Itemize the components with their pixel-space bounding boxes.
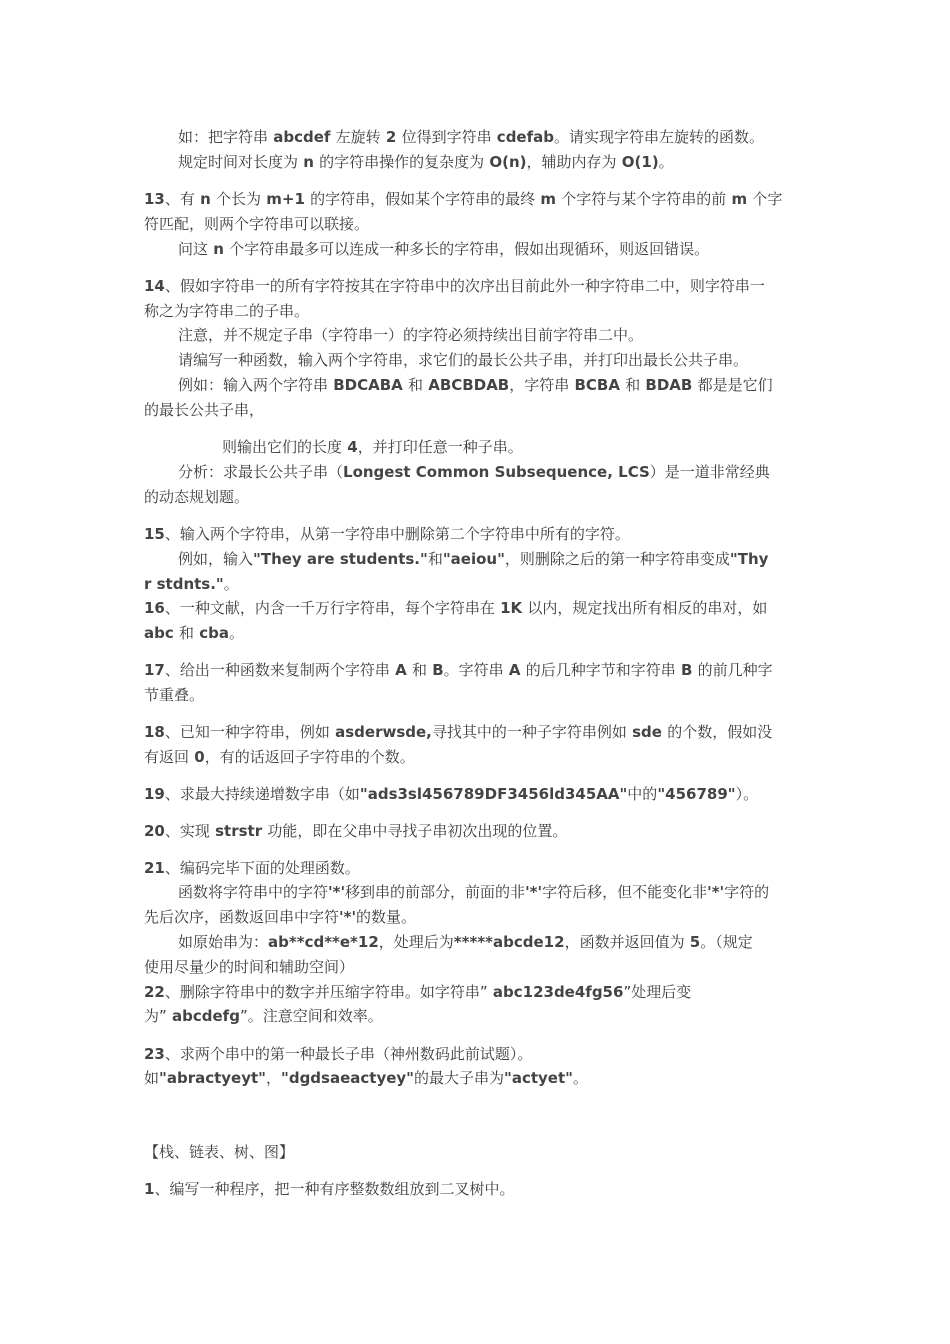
text-line: 先后次序，函数返回串中字符'*'的数量。 — [144, 908, 417, 926]
text-line: 例如：输入两个字符串 BDCABA 和 ABCBDAB，字符串 BCBA 和 BDAB 都是是它们 — [178, 376, 773, 394]
text-line: 14、假如字符串一的所有字符按其在字符串中的次序出目前此外一种字符串二中，则字符串一 — [144, 277, 765, 295]
text-line: 使用尽量少的时间和辅助空间） — [144, 958, 355, 976]
text-line: 21、编码完毕下面的处理函数。 — [144, 859, 360, 877]
text-line: 23、求两个串中的第一种最长子串（神州数码此前试题）。 — [144, 1045, 533, 1063]
text-line: 为” abcdefg”。注意空间和效率。 — [144, 1007, 383, 1025]
text-line: r stdnts."。 — [144, 575, 239, 593]
text-line: 22、删除字符串中的数字并压缩字符串。如字符串” abc123de4fg56”处理后变 — [144, 983, 692, 1001]
text-line: 1、编写一种程序，把一种有序整数数组放到二叉树中。 — [144, 1180, 515, 1198]
text-line: 的最长公共子串， — [144, 401, 265, 419]
text-line: 有返回 0，有的话返回子字符串的个数。 — [144, 748, 415, 766]
text-line: 函数将字符串中的字符'*'移到串的前部分，前面的非'*'字符后移，但不能变化非'*'字符的 — [178, 883, 770, 901]
text-line: abc 和 cba。 — [144, 624, 244, 642]
text-line: 符匹配，则两个字符串可以联接。 — [144, 215, 370, 233]
text-line: 节重叠。 — [144, 686, 205, 704]
text-line: 15、输入两个字符串，从第一字符串中删除第二个字符串中所有的字符。 — [144, 525, 630, 543]
text-line: 请编写一种函数，输入两个字符串，求它们的最长公共子串，并打印出最长公共子串。 — [178, 351, 749, 369]
text-line: 称之为字符串二的子串。 — [144, 302, 310, 320]
text-line: 如原始串为：ab**cd**e*12，处理后为*****abcde12，函数并返回值为 5。（规定 — [178, 933, 753, 951]
text-line: 17、给出一种函数来复制两个字符串 A 和 B。字符串 A 的后几种字节和字符串 B 的前几种字 — [144, 661, 773, 679]
text-line: 分析：求最长公共子串（Longest Common Subsequence, LCS）是一道非常经典 — [178, 463, 770, 481]
text-line: 19、求最大持续递增数字串（如"ads3sl456789DF3456ld345AA"中的"456789"）。 — [144, 785, 759, 803]
text-line: 例如，输入"They are students."和"aeiou"，则删除之后的第一种字符串变成"Thy — [178, 550, 769, 568]
text-line: 20、实现 strstr 功能，即在父串中寻找子串初次出现的位置。 — [144, 822, 568, 840]
text-line: 注意，并不规定子串（字符串一）的字符必须持续出目前字符串二中。 — [178, 326, 644, 344]
section-heading: 【栈、链表、树、图】 — [144, 1143, 295, 1161]
text-line: 则输出它们的长度 4，并打印任意一种子串。 — [222, 438, 523, 456]
text-line: 如"abractyeyt"，"dgdsaeactyey"的最大子串为"actyet"。 — [144, 1069, 588, 1087]
text-line: 规定时间对长度为 n 的字符串操作的复杂度为 O(n)，辅助内存为 O(1)。 — [178, 153, 674, 171]
text-line: 16、一种文献，内含一千万行字符串，每个字符串在 1K 以内，规定找出所有相反的串对，如 — [144, 599, 768, 617]
text-line: 18、已知一种字符串，例如 asderwsde,寻找其中的一种子字符串例如 sde 的个数，假如没 — [144, 723, 773, 741]
text-line: 13、有 n 个长为 m+1 的字符串，假如某个字符串的最终 m 个字符与某个字符串的前 m 个字 — [144, 190, 783, 208]
text-line: 的动态规划题。 — [144, 488, 250, 506]
text-line: 如：把字符串 abcdef 左旋转 2 位得到字符串 cdefab。请实现字符串左旋转的函数。 — [178, 128, 765, 146]
text-line: 问这 n 个字符串最多可以连成一种多长的字符串，假如出现循环，则返回错误。 — [178, 240, 710, 258]
